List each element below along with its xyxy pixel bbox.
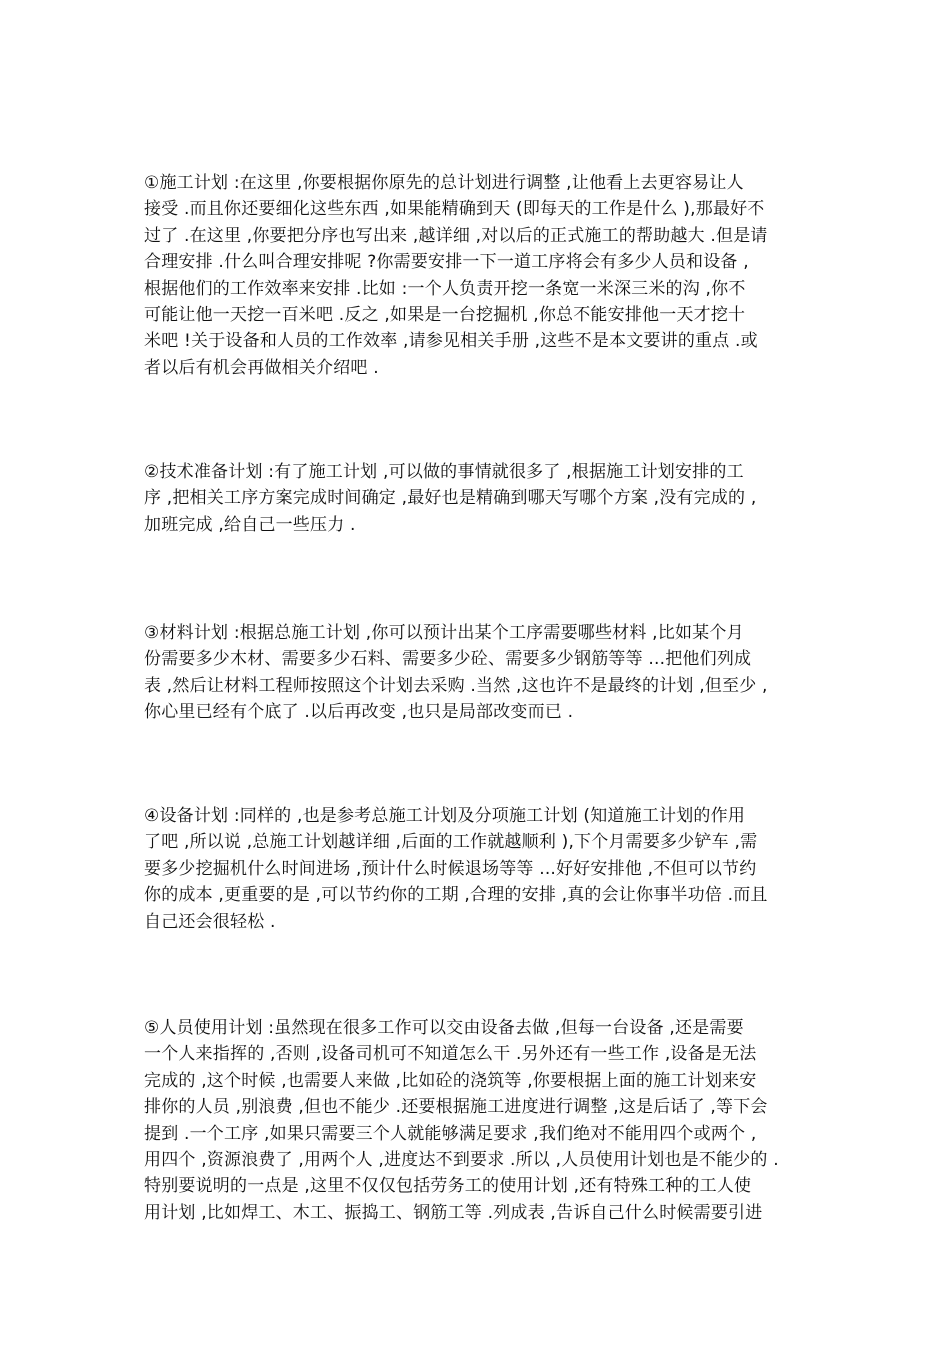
text-line: 提到 .一个工序 ,如果只需要三个人就能够满足要求 ,我们绝对不能用四个或两个 , [144, 1123, 757, 1144]
paragraph-material-plan [144, 620, 804, 726]
text-line: 用四个 ,资源浪费了 ,用两个人 ,进度达不到要求 .所以 ,人员使用计划也是不能少的 . [144, 1150, 779, 1171]
text-line: 份需要多少木材、需要多少石料、需要多少砼、需要多少钢筋等等 ...把他们列成 [144, 649, 752, 670]
paragraph-equipment-plan [144, 803, 804, 935]
text-line: 你的成本 ,更重要的是 ,可以节约你的工期 ,合理的安排 ,真的会让你事半功倍 .而且 [144, 885, 768, 906]
text-line: 接受 .而且你还要细化这些东西 ,如果能精确到天 (即每天的工作是什么 ),那最好不 [144, 199, 765, 220]
paragraph-construction-plan [144, 170, 804, 381]
text-line: 可能让他一天挖一百米吧 .反之 ,如果是一台挖掘机 ,你总不能安排他一天才挖十 [144, 305, 746, 326]
text-line: 自己还会很轻松 . [144, 911, 276, 932]
text-line: 加班完成 ,给自己一些压力 . [144, 514, 356, 535]
text-line: ①施工计划 :在这里 ,你要根据你原先的总计划进行调整 ,让他看上去更容易让人 [144, 173, 744, 193]
text-line: 过了 .在这里 ,你要把分序也写出来 ,越详细 ,对以后的正式施工的帮助越大 .但是请 [144, 225, 768, 246]
text-line: 根据他们的工作效率来安排 .比如 :一个人负责开挖一条宽一米深三米的沟 ,你不 [144, 278, 746, 299]
text-line: 米吧 !关于设备和人员的工作效率 ,请参见相关手册 ,这些不是本文要讲的重点 .或 [144, 331, 758, 352]
text-line: 者以后有机会再做相关介绍吧 . [144, 357, 379, 378]
text-line: 用计划 ,比如焊工、木工、振捣工、钢筋工等 .列成表 ,告诉自己什么时候需要引进 [144, 1202, 763, 1223]
text-line: 你心里已经有个底了 .以后再改变 ,也只是局部改变而已 . [144, 702, 574, 723]
text-line: ③材料计划 :根据总施工计划 ,你可以预计出某个工序需要哪些材料 ,比如某个月 [144, 623, 744, 643]
paragraph-technical-preparation-plan [144, 459, 804, 538]
text-line: 一个人来指挥的 ,否则 ,设备司机可不知道怎么干 .另外还有一些工作 ,设备是无法 [144, 1044, 757, 1065]
paragraph-personnel-plan [144, 1015, 804, 1226]
text-line: ②技术准备计划 :有了施工计划 ,可以做的事情就很多了 ,根据施工计划安排的工 [144, 462, 744, 482]
text-line: 合理安排 .什么叫合理安排呢 ?你需要安排一下一道工序将会有多少人员和设备 , [144, 252, 749, 273]
text-line: ④设备计划 :同样的 ,也是参考总施工计划及分项施工计划 (知道施工计划的作用 [144, 806, 746, 826]
text-line: ⑤人员使用计划 :虽然现在很多工作可以交由设备去做 ,但每一台设备 ,还是需要 [144, 1018, 744, 1038]
text-line: 序 ,把相关工序方案完成时间确定 ,最好也是精确到哪天写哪个方案 ,没有完成的 , [144, 488, 757, 509]
text-line: 要多少挖掘机什么时间进场 ,预计什么时候退场等等 ...好好安排他 ,不但可以节约 [144, 858, 757, 879]
text-line: 了吧 ,所以说 ,总施工计划越详细 ,后面的工作就越顺利 ),下个月需要多少铲车 ,需 [144, 832, 758, 853]
text-line: 排你的人员 ,别浪费 ,但也不能少 .还要根据施工进度进行调整 ,这是后话了 ,等下会 [144, 1097, 768, 1118]
text-line: 完成的 ,这个时候 ,也需要人来做 ,比如砼的浇筑等 ,你要根据上面的施工计划来安 [144, 1070, 757, 1091]
text-line: 特别要说明的一点是 ,这里不仅仅包括劳务工的使用计划 ,还有特殊工种的工人使 [144, 1176, 752, 1197]
text-line: 表 ,然后让材料工程师按照这个计划去采购 .当然 ,这也许不是最终的计划 ,但至少 , [144, 675, 768, 696]
